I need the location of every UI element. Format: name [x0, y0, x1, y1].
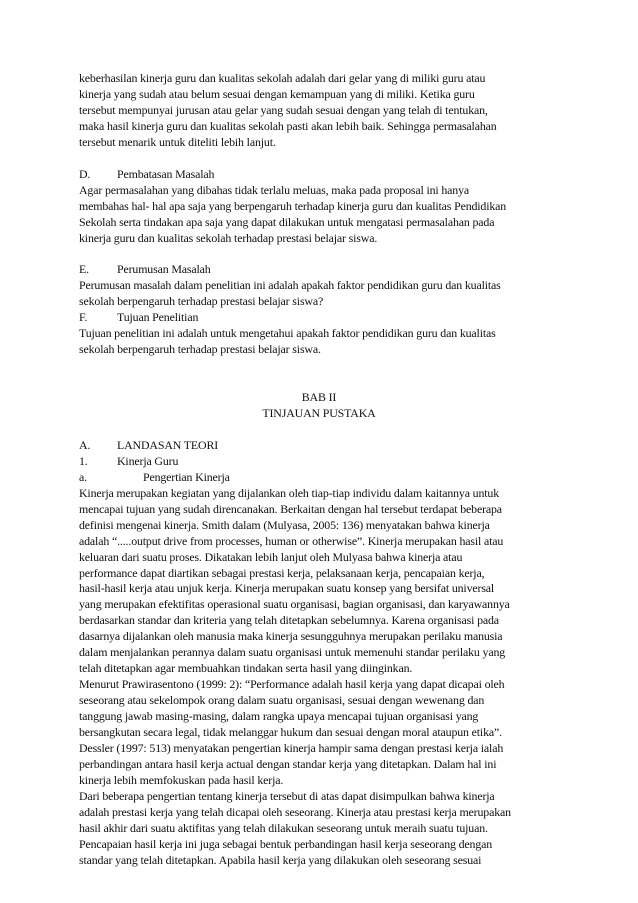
text-line [79, 534, 559, 549]
line-text: definisi mengenai kinerja. Smith dalam (Mulyasa, 2005: 136) menyatakan bahwa kinerja [79, 517, 490, 532]
text-line [79, 821, 559, 836]
line-text: hasil-hasil kerja atau unjuk kerja. Kinerja merupakan suatu konsep yang bersifat universal [79, 581, 495, 596]
line-text: LANDASAN TEORI [117, 437, 219, 452]
list-marker: D. [79, 166, 91, 181]
list-heading-line [79, 262, 559, 277]
text-line [79, 199, 559, 214]
line-text: Menurut Prawirasentono (1999: 2): “Performance adalah hasil kerja yang dapat dicapai oleh [79, 677, 505, 692]
text-line [79, 581, 559, 596]
text-line [79, 215, 559, 230]
line-text: adalah prestasi kerja yang telah dicapai oleh seseorang. Kinerja atau prestasi kerja merupakan [79, 804, 511, 819]
text-line [79, 661, 559, 676]
line-text: yang merupakan efektifitas operasional suatu organisasi, bagian organisasi, dan karyawannya [79, 597, 510, 612]
text-line [79, 757, 559, 772]
list-marker: E. [79, 262, 89, 277]
line-text: perbandingan antara hasil kerja actual dengan standar kerja yang ditetapkan. Dalam hal ini [79, 756, 497, 771]
text-line [79, 725, 559, 740]
line-text: seseorang atau sekelompok orang dalam suatu organisasi, sesuai dengan wewenang dan [79, 693, 485, 707]
list-heading-line [79, 438, 559, 453]
text-line [79, 597, 559, 612]
text-line [79, 693, 559, 708]
line-text: sekolah berpengaruh terhadap prestasi belajar siswa? [79, 294, 324, 309]
text-line [79, 550, 559, 565]
text-line [79, 837, 559, 852]
line-text: adalah “.....output drive from processes, human or otherwise”. Kinerja merupakan hasil atau [79, 533, 504, 548]
line-text: standar yang telah ditetapkan. Apabila hasil kerja yang dilakukan oleh seseorang sesuai [79, 852, 482, 867]
list-marker: F. [79, 310, 88, 325]
list-heading-line [79, 470, 559, 485]
text-line [79, 773, 559, 788]
line-text: Tujuan Penelitian [117, 310, 199, 325]
text-line [79, 342, 559, 357]
line-text: maka hasil kinerja guru dan kualitas sekolah pasti akan lebih baik. Sehingga permasalahan [79, 118, 497, 133]
line-text: Pembatasan Masalah [117, 166, 215, 181]
line-text: TINJAUAN PUSTAKA [262, 405, 376, 420]
line-text: dasarnya dijalankan oleh manusia maka kinerja sesungguhnya merupakan perilaku manusia [79, 629, 503, 644]
list-marker: A. [79, 437, 91, 452]
line-text: hasil akhir dari suatu aktifitas yang telah dilakukan seseorang untuk meraih suatu tujuan. [79, 820, 488, 835]
text-line [79, 518, 559, 533]
heading-line [79, 390, 559, 405]
line-text: telah ditetapkan agar membuahkan tindakan serta hasil yang diinginkan. [79, 661, 413, 676]
text-line [79, 119, 559, 134]
text-line [79, 183, 559, 198]
text-line [79, 135, 559, 150]
line-text: Kinerja merupakan kegiatan yang dijalankan oleh tiap-tiap individu dalam kaitannya untuk [79, 485, 500, 500]
text-line [79, 326, 559, 341]
list-heading-line [79, 167, 559, 182]
line-text: kinerja lebih memfokuskan pada hasil kerja. [79, 772, 284, 787]
text-line [79, 87, 559, 102]
line-text: Sekolah serta tindakan apa saja yang dapat dilakukan untuk mengatasi permasalahan pada [79, 214, 495, 229]
text-line [79, 645, 559, 660]
text-line [79, 629, 559, 644]
text-line [79, 677, 559, 692]
text-line [79, 805, 559, 820]
line-text: Perumusan masalah dalam penelitian ini adalah apakah faktor pendidikan guru dan kualitas [79, 278, 501, 293]
line-text: tersebut mempunyai jurusan atau gelar yang sudah sesuai dengan yang telah di tentukan, [79, 102, 488, 117]
line-text: sekolah berpengaruh terhadap prestasi belajar siswa. [79, 342, 321, 357]
line-text: mencapai tujuan yang sudah direncanakan. Berkaitan dengan hal tersebut terdapat beberapa [79, 501, 502, 516]
heading-line [79, 406, 559, 421]
line-text: kinerja yang sudah atau belum sesuai dengan kemampuan yang di miliki. Ketika guru [79, 87, 475, 101]
text-line [79, 502, 559, 517]
line-text: Agar permasalahan yang dibahas tidak terlalu meluas, maka pada proposal ini hanya [79, 182, 470, 197]
line-text: kinerja guru dan kualitas sekolah terhadap prestasi belajar siswa. [79, 230, 378, 245]
line-text: bersangkutan secara legal, tidak melanggar hukum dan sesuai dengan moral ataupun etika”. [79, 724, 502, 739]
list-heading-line [79, 454, 559, 469]
text-line [79, 741, 559, 756]
line-text: performance dapat diartikan sebagai prestasi kerja, pelaksanaan kerja, pencapaian kerja, [79, 565, 485, 580]
text-line [79, 231, 559, 246]
text-line [79, 853, 559, 868]
text-line [79, 294, 559, 309]
line-text: Dari beberapa pengertian tentang kinerja tersebut di atas dapat disimpulkan bahwa kinerja [79, 788, 495, 803]
line-text: keberhasilan kinerja guru dan kualitas sekolah adalah dari gelar yang di miliki guru atau [79, 71, 486, 85]
line-text: tanggung jawab masing-masing, dalam rangka upaya mencapai tujuan organisasi yang [79, 709, 479, 723]
text-line [79, 709, 559, 724]
list-marker: 1. [79, 453, 88, 468]
text-line [79, 278, 559, 293]
line-text: BAB II [301, 390, 337, 404]
text-line [79, 71, 559, 86]
line-text: Kinerja Guru [117, 453, 179, 468]
text-line [79, 566, 559, 581]
line-text: keluaran dari suatu proses. Dikatakan lebih lanjut oleh Mulyasa bahwa kinerja atau [79, 549, 463, 564]
list-heading-line [79, 310, 559, 325]
line-text: Pencapaian hasil kerja ini juga sebagai bentuk perbandingan hasil kerja seseorang dengan [79, 836, 493, 851]
text-line [79, 486, 559, 501]
line-text: membahas hal- hal apa saja yang berpengaruh terhadap kinerja guru dan kualitas Pendidikan [79, 198, 507, 213]
line-text: Dessler (1997: 513) menyatakan pengertian kinerja hampir sama dengan prestasi kerja ialah [79, 740, 504, 755]
list-marker: a. [79, 469, 87, 484]
line-text: dalam menjalankan perannya dalam suatu organisasi untuk memenuhi standar perilaku yang [79, 645, 506, 660]
line-text: berdasarkan standar dan kriteria yang telah ditetapkan sebelumnya. Karena organisasi pada [79, 613, 499, 628]
line-text: Tujuan penelitian ini adalah untuk mengetahui apakah faktor pendidikan guru dan kualitas [79, 326, 496, 341]
text-line [79, 789, 559, 804]
line-text: tersebut menarik untuk diteliti lebih lanjut. [79, 134, 276, 149]
text-line [79, 613, 559, 628]
line-text: Pengertian Kinerja [143, 469, 230, 484]
text-line [79, 103, 559, 118]
line-text: Perumusan Masalah [117, 262, 211, 277]
